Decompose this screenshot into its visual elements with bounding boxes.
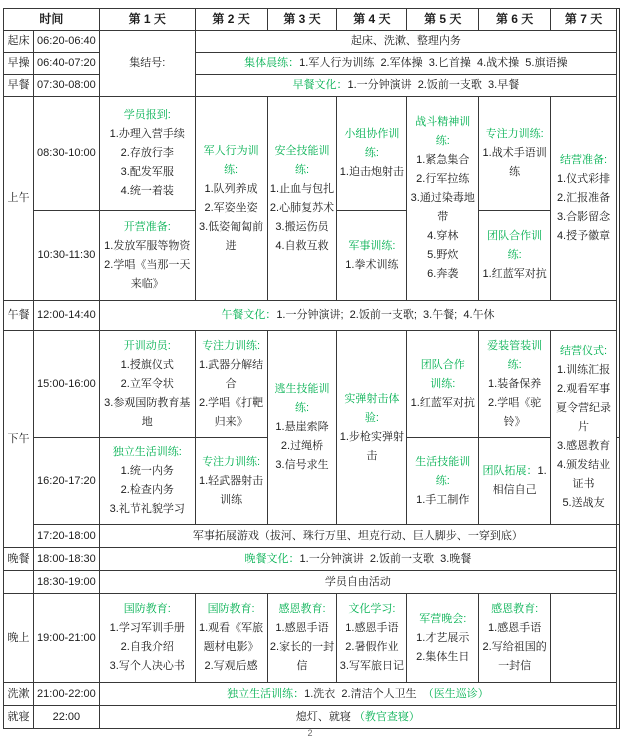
cell-text-line: 军营晚会:: [419, 612, 467, 625]
table-row: [4, 571, 620, 594]
time-cell: [33, 75, 99, 97]
cell-text-line: 2.集体生日: [416, 650, 470, 663]
cell-text-line: 早餐文化：1.一分钟演讲 2.饭前一支歌 3.早餐: [292, 79, 520, 91]
cell-text-line: 1.悬崖索降: [275, 421, 329, 433]
cell-text-line: 1.战术手语训练: [482, 147, 547, 178]
cell-text-line: 4.统一着装: [120, 185, 174, 197]
cell-text-line: 1.红蓝军对抗: [410, 396, 475, 409]
cell-text-line: 1.仪式彩排: [556, 173, 611, 185]
header-day-3: [267, 9, 337, 31]
header-day-7: [551, 9, 617, 31]
row-label-bedtime: [4, 706, 34, 729]
header-day-1: [99, 9, 195, 31]
cell-text-line: 2.心肺复苏术: [269, 201, 335, 214]
cell-text-line: 1.手工制作: [416, 493, 470, 506]
cell-group-morning-drill: [195, 53, 616, 75]
cell-text-line: 22:00: [52, 710, 81, 723]
cell-text-line: 2.检查内务: [120, 484, 174, 496]
table-row: [4, 31, 620, 53]
time-cell: [33, 301, 99, 331]
cell-text-line: 3.通过染毒地带: [410, 192, 475, 223]
cell-text-line: 1.发放军服等物资: [104, 239, 191, 252]
cell-text-line: 4.颁发结业证书: [556, 459, 611, 490]
cell-text-line: 2.写给祖国的: [482, 641, 547, 653]
cell-text-line: 生活技能训练:: [415, 455, 471, 487]
cell-text-line: 2.自我介绍: [120, 641, 174, 653]
cell-text-line: 第 2 天: [212, 12, 250, 26]
cell-text-line: 1.感恩手语: [275, 622, 329, 634]
cell-text-line: 3.配发军服: [120, 166, 174, 178]
cell-text-line: 国防教育:: [123, 603, 171, 615]
cell-text-line: 4.穿林: [427, 230, 459, 242]
cell-text-line: 第 5 天: [424, 12, 462, 26]
row-label-breakfast: [4, 75, 34, 97]
cell-text-line: 小组协作训练:: [344, 128, 400, 159]
cell-text-line: 就寝: [7, 710, 30, 723]
cell-text-line: 2.过绳桥: [280, 440, 324, 452]
cell-text-line: 战斗精神训练:: [415, 116, 471, 147]
cell-day1-independent-living: [99, 438, 195, 525]
cell-text-line: 1.学习军训手册: [109, 622, 185, 634]
cell-text-line: 1.感恩手语: [488, 622, 542, 634]
cell-day2-defense-education: [195, 594, 267, 683]
cell-day4-military-training: [337, 211, 407, 301]
time-cell: [33, 683, 99, 706]
cell-day7-evening-empty: [551, 594, 617, 683]
cell-day2-focus-training-2: [195, 438, 267, 525]
cell-text-line: 12:00-14:40: [37, 309, 96, 321]
table-row: [4, 331, 620, 438]
cell-text-line: 1.队列养成: [204, 182, 258, 195]
cell-text-line: 3.感恩教育: [556, 440, 611, 452]
row-label-afternoon: [4, 331, 34, 548]
cell-day1-opening-prep: [99, 211, 195, 301]
cell-text-line: 逃生技能训练:: [274, 383, 330, 414]
cell-text-line: 18:30-19:00: [37, 575, 96, 588]
cell-text-line: 第 4 天: [353, 12, 391, 26]
cell-text-line: 专注力训练:: [202, 455, 261, 468]
cell-text-line: 开营准备:: [123, 220, 171, 233]
cell-breakfast-culture: [195, 75, 616, 97]
cell-text-line: 2.暑假作业: [345, 641, 399, 653]
cell-text-line: 团队合作: [420, 358, 465, 371]
cell-text-line: 3.参观国防教育基地: [104, 396, 191, 428]
schedule-sheet: [0, 8, 620, 738]
cell-day6-focus-training: [479, 97, 551, 211]
cell-day6-equipment-care: [479, 331, 551, 438]
cell-text-line: 2.学唱《打靶归来》: [199, 396, 264, 428]
cell-day4-live-fire: [337, 331, 407, 525]
header-day-5: [407, 9, 479, 31]
cell-day1-checkin: [99, 97, 195, 211]
time-cell: [33, 31, 99, 53]
cell-day1-kickoff-mobilization: [99, 331, 195, 438]
cell-text-line: 3.低姿匍匐前进: [199, 220, 264, 252]
cell-text-line: 19:00-21:00: [37, 631, 96, 644]
cell-text-line: 第 7 天: [564, 12, 603, 26]
cell-text-line: 4.自救互救: [275, 239, 329, 252]
cell-text-line: 2.学唱《驼铃》: [488, 396, 542, 428]
cell-text-line: 爱装管装训练:: [487, 339, 543, 371]
cell-text-line: 2.行军拉练: [416, 173, 470, 185]
cell-text-line: 午餐: [7, 309, 30, 321]
cell-text-line: 1.步枪实弹射击: [339, 430, 404, 462]
cell-free-activity: [99, 571, 616, 594]
time-cell: [33, 594, 99, 683]
cell-day2-behavior-training: [195, 97, 267, 301]
cell-text-line: 1.紧急集合: [416, 154, 470, 166]
cell-day2-focus-training: [195, 331, 267, 438]
page-number: 2: [307, 728, 313, 738]
cell-text-line: 第 6 天: [495, 12, 534, 26]
cell-text-line: 第 1 天: [128, 12, 166, 26]
row-label-morning: [4, 97, 34, 301]
cell-text-line: 文化学习:: [348, 603, 396, 615]
table-row: [4, 301, 620, 331]
cell-text-line: 学员报到:: [123, 109, 171, 121]
cell-text-line: 结营准备:: [560, 154, 608, 166]
cell-text-line: 训练: [220, 493, 243, 506]
cell-day4-team-coordination: [337, 97, 407, 211]
cell-text-line: 1.统一内务: [120, 465, 174, 477]
cell-day6-team-building: [479, 438, 551, 525]
cell-text-line: 06:20-06:40: [37, 35, 96, 47]
row-label-evening: [4, 594, 34, 683]
row-label-lunch: [4, 301, 34, 331]
cell-text-line: 感恩教育:: [278, 603, 326, 615]
cell-text-line: 1.红蓝军对抗: [482, 268, 547, 280]
cell-text-line: 3.信号求生: [275, 459, 329, 471]
time-cell: [33, 211, 99, 301]
cell-text-line: 团队合作训练:: [487, 230, 543, 261]
cell-text-line: 晚餐: [7, 552, 30, 565]
cell-text-line: 安全技能训练:: [274, 144, 330, 176]
cell-text-line: 18:00-18:30: [37, 552, 96, 565]
cell-text-line: 2.观看军事夏令营纪录片: [556, 383, 612, 433]
table-row: [4, 706, 620, 729]
cell-day1-defense-education: [99, 594, 195, 683]
cell-dinner-culture: [99, 548, 616, 571]
cell-text-line: 1.感恩手语: [345, 622, 399, 634]
cell-text-line: 3.写军旅日记: [339, 660, 404, 672]
cell-text-line: 洗漱: [7, 687, 30, 700]
time-cell: [33, 331, 99, 438]
cell-text-line: 2.学唱《当那一天来临》: [104, 258, 191, 290]
header-day-2: [195, 9, 267, 31]
cell-text-line: 晚上: [7, 631, 30, 644]
table-row: [4, 53, 620, 75]
cell-text-line: 07:30-08:00: [37, 79, 96, 91]
cell-text-line: 2.写观后感: [204, 660, 258, 672]
cell-text-line: 训练:: [430, 377, 456, 390]
row-label-dinner: [4, 548, 34, 571]
cell-text-line: 5.送战友: [562, 497, 605, 509]
cell-text-line: 2.家长的一封信: [269, 641, 335, 672]
cell-text-line: 专注力训练:: [485, 128, 544, 140]
cell-day1-assembly-call: [99, 31, 195, 97]
cell-text-line: 17:20-18:00: [37, 529, 96, 542]
cell-text-line: 实弹射击体验:: [344, 392, 400, 424]
cell-text-line: 1.观看《军旅题材电影》: [199, 622, 264, 653]
cell-text-line: 团队拓展：1.: [482, 465, 547, 477]
cell-wakeup-routine: [195, 31, 616, 53]
cell-text-line: 3.礼节礼貌学习: [109, 503, 185, 515]
time-cell: [33, 706, 99, 729]
cell-text-line: 3.搬运伤员: [275, 220, 329, 233]
cell-text-line: 2.汇报准备: [556, 192, 611, 204]
cell-day3-gratitude-education: [267, 594, 337, 683]
cell-text-line: 2.立军令状: [120, 377, 174, 390]
row-label-empty: [4, 571, 34, 594]
cell-text-line: 21:00-22:00: [37, 687, 96, 700]
header-day-6: [479, 9, 551, 31]
time-cell: [33, 571, 99, 594]
cell-text-line: 1.训练汇报: [556, 364, 611, 376]
time-cell: [33, 53, 99, 75]
cell-text-line: 16:20-17:20: [37, 474, 96, 487]
cell-text-line: 军人行为训练:: [203, 144, 259, 176]
table-row: [4, 75, 620, 97]
cell-text-line: 专注力训练:: [202, 339, 261, 352]
cell-text-line: 第 3 天: [283, 12, 321, 26]
cell-text-line: 10:30-11:30: [37, 249, 96, 261]
cell-day7-closing-prep: [551, 97, 617, 301]
cell-day6-gratitude-education: [479, 594, 551, 683]
cell-text-line: 起床: [7, 35, 30, 47]
cell-day5-camp-party: [407, 594, 479, 683]
header-day-4: [337, 9, 407, 31]
cell-text-line: 独立生活训练：1.洗衣 2.清洁个人卫生 （医生巡诊）: [227, 687, 489, 700]
cell-text-line: 1.迫击炮射击: [339, 166, 404, 178]
table-row: [4, 525, 620, 548]
cell-text-line: 感恩教育:: [491, 603, 539, 615]
cell-text-line: 上午: [7, 192, 30, 204]
cell-text-line: 1.才艺展示: [416, 631, 470, 644]
cell-day7-closing-ceremony: [551, 331, 617, 525]
cell-text-line: 开训动员:: [123, 339, 171, 352]
cell-text-line: 1.轻武器射击: [199, 474, 264, 487]
cell-text-line: 相信自己: [492, 484, 537, 496]
cell-text-line: 2.存放行李: [120, 147, 174, 159]
cell-text-line: 06:40-07:20: [37, 57, 96, 69]
table-row: [4, 594, 620, 683]
cell-wash-routine: [99, 683, 616, 706]
cell-lights-out: [99, 706, 616, 729]
schedule-table-body: [4, 9, 620, 729]
table-row: [4, 548, 620, 571]
cell-day3-safety-skills: [267, 97, 337, 301]
cell-text-line: 1.拳术训练: [345, 258, 399, 271]
cell-text-line: 学员自由活动: [324, 575, 391, 588]
row-label-wash: [4, 683, 34, 706]
cell-day7-closing-cont: [617, 438, 620, 525]
cell-text-line: 独立生活训练:: [112, 446, 182, 458]
cell-day4-culture-study: [337, 594, 407, 683]
cell-text-line: 1.装备保养: [488, 377, 542, 390]
cell-text-line: 1.武器分解结合: [199, 358, 264, 390]
row-label-morning-exercise: [4, 53, 34, 75]
cell-day5-team-cooperation: [407, 331, 479, 438]
cell-text-line: 5.野炊: [427, 249, 459, 261]
cell-text-line: 08:30-10:00: [37, 147, 96, 159]
cell-text-line: 1.办理入营手续: [109, 128, 185, 140]
schedule-table: [3, 8, 620, 729]
table-row: [4, 9, 620, 31]
time-cell: [33, 97, 99, 211]
time-cell: [33, 438, 99, 525]
cell-text-line: 15:00-16:00: [37, 377, 96, 390]
cell-text-line: 4.授予徽章: [556, 230, 611, 242]
cell-text-line: 2.军姿坐姿: [204, 201, 258, 214]
cell-text-line: 结营仪式:: [560, 345, 608, 357]
cell-text-line: 集体晨练：1.军人行为训练 2.军体操 3.匕首操 4.战术操 5.旗语操: [244, 57, 568, 69]
cell-military-games: [99, 525, 616, 548]
cell-day3-escape-skills: [267, 331, 337, 525]
table-row: [4, 97, 620, 211]
cell-text-line: 下午: [7, 432, 30, 445]
cell-text-line: 1.授旗仪式: [120, 358, 174, 371]
cell-day5-combat-spirit: [407, 97, 479, 301]
cell-text-line: 晚餐文化：1.一分钟演讲 2.饭前一支歌 3.晚餐: [244, 552, 472, 565]
cell-text-line: 3.合影留念: [556, 211, 611, 223]
cell-lunch-culture: [99, 301, 616, 331]
cell-day5-life-skills: [407, 438, 479, 525]
time-cell: [33, 548, 99, 571]
cell-text-line: 午餐文化：1.一分钟演讲; 2.饭前一支歌; 3.午餐; 4.午休: [221, 309, 495, 321]
cell-text-line: 6.奔袭: [427, 268, 459, 280]
cell-text-line: 国防教育:: [207, 603, 255, 615]
cell-text-line: 集结号:: [129, 57, 166, 69]
cell-text-line: 熄灯、就寝 （教官查寝）: [295, 710, 420, 723]
cell-text-line: 军事训练:: [348, 239, 396, 252]
cell-text-line: 军事拓展游戏（拔河、珠行万里、坦克行动、巨人脚步、一穿到底）: [192, 529, 523, 542]
cell-text-line: 早餐: [7, 79, 30, 91]
row-label-wakeup: [4, 31, 34, 53]
cell-text-line: 3.写个人决心书: [109, 660, 185, 672]
cell-text-line: 1.止血与包扎: [269, 182, 335, 195]
header-time: [4, 9, 100, 31]
cell-text-line: 一封信: [498, 660, 532, 672]
cell-text-line: 早操: [7, 57, 30, 69]
time-cell: [33, 525, 99, 548]
cell-day6-team-cooperation: [479, 211, 551, 301]
cell-text-line: 起床、洗漱、整理内务: [350, 35, 461, 47]
table-row: [4, 683, 620, 706]
cell-text-line: 时间: [39, 12, 64, 26]
